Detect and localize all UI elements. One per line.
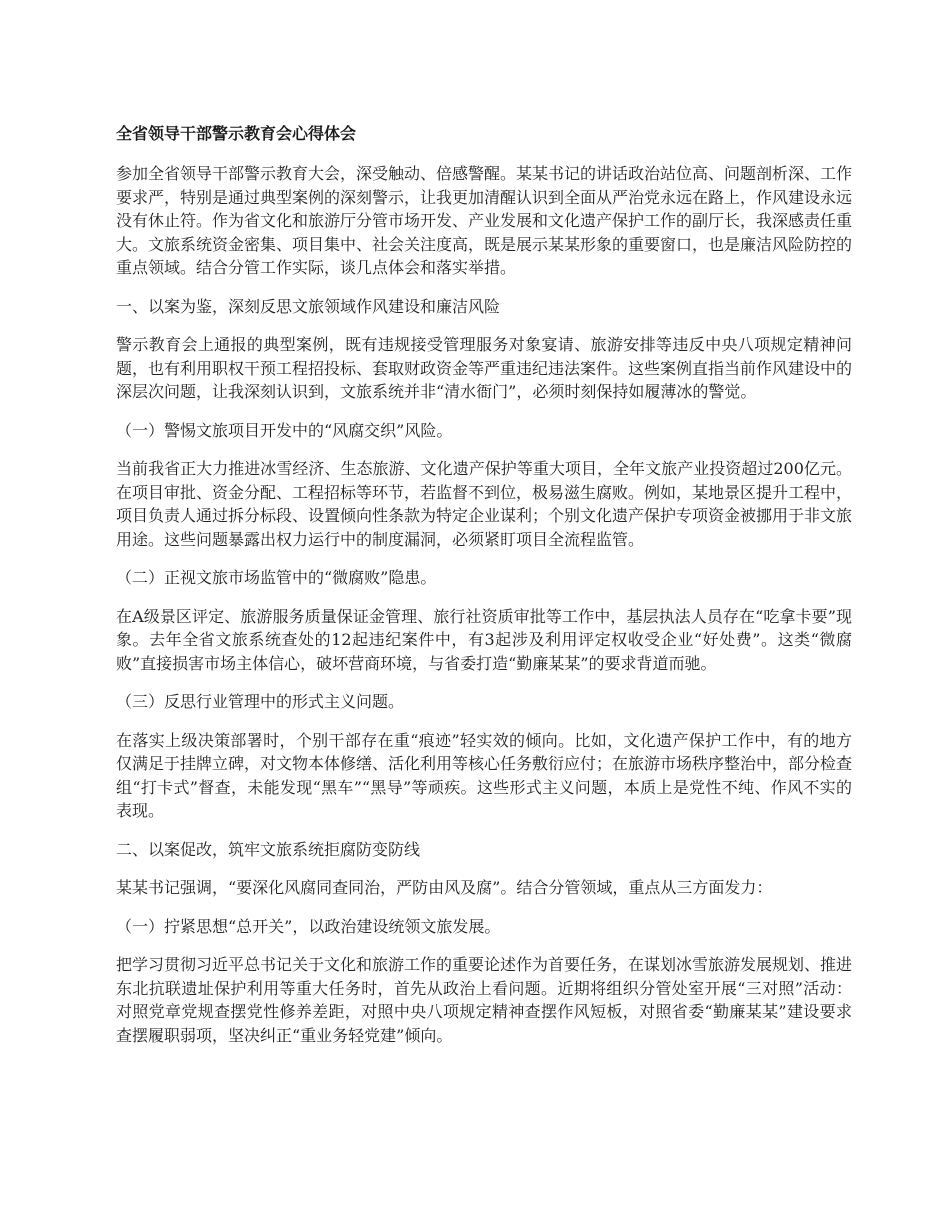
document-page [116,122,852,1062]
body-paragraph: 在落实上级决策部署时，个别干部存在重“痕迹”轻实效的倾向。比如，文化遗产保护工作中，有的地方仅满足于挂牌立碑，对文物本体修缮、活化利用等核心任务敷衍应付；在旅游市场秩序整治中，部分检查组“打卡式”督查，未能发现“黑车”“黑导”等顽疾。这些形式主义问题，本质上是党性不纯、作风不实的表现。 [116,730,853,820]
section-heading: （一）警惕文旅项目开发中的“风腐交织”风险。 [116,420,453,440]
body-paragraph: 当前我省正大力推进冰雪经济、生态旅游、文化遗产保护等重大项目，全年文旅产业投资超过200亿元。在项目审批、资金分配、工程招标等环节，若监督不到位，极易滋生腐败。例如，某地景区提升工程中，项目负责人通过拆分标段、设置倾向性条款为特定企业谋利；个别文化遗产保护专项资金被挪用于非文旅用途。这些问题暴露出权力运行中的制度漏洞，必须紧盯项目全流程监管。 [116,459,853,549]
section-heading: （二）正视文旅市场监管中的“微腐败”隐患。 [116,568,437,587]
body-paragraph: 警示教育会上通报的典型案例，既有违规接受管理服务对象宴请、旅游安排等违反中央八项规定精神问题，也有利用职权干预工程招投标、套取财政资金等严重违纪违法案件。这些案例直指当前作风建设中的深层次问题，让我深刻认识到，文旅系统并非“清水衙门”，必须时刻保持如履薄冰的警觉。 [116,335,853,401]
section-heading: （一）拧紧思想“总开关”，以政治建设统领文旅发展。 [116,916,501,936]
section-heading: （三）反思行业管理中的形式主义问题。 [116,692,405,711]
section-heading: 一、以案为鉴，深刻反思文旅领域作风建设和廉洁风险 [116,296,501,316]
section-heading: 二、以案促改，筑牢文旅系统拒腐防变防线 [116,839,421,859]
body-paragraph: 把学习贯彻习近平总书记关于文化和旅游工作的重要论述作为首要任务，在谋划冰雪旅游发展规划、推进东北抗联遗址保护利用等重大任务时，首先从政治上看问题。近期将组织分管处室开展“三对照”活动：对照党章党规查摆党性修养差距，对照中央八项规定精神查摆作风短板，对照省委“勤廉某某”建设要求查摆履职弱项，坚决纠正“重业务轻党建”倾向。 [116,955,853,1045]
body-paragraph: 在A级景区评定、旅游服务质量保证金管理、旅行社资质审批等工作中，基层执法人员存在“吃拿卡要”现象。去年全省文旅系统查处的12起违纪案件中，有3起涉及利用评定权收受企业“好处费”。这类“微腐败”直接损害市场主体信心，破坏营商环境，与省委打造“勤廉某某”的要求背道而驰。 [116,606,852,673]
document-title: 全省领导干部警示教育会心得体会 [116,124,357,143]
body-paragraph: 参加全省领导干部警示教育大会，深受触动、倍感警醒。某某书记的讲话政治站位高、问题剖析深、工作要求严，特别是通过典型案例的深刻警示，让我更加清醒认识到全面从严治党永远在路上，作风建设永远没有休止符。作为省文化和旅游厅分管市场开发、产业发展和文化遗产保护工作的副厅长，我深感责任重大。文旅系统资金密集、项目集中、社会关注度高，既是展示某某形象的重要窗口，也是廉洁风险防控的重点领域。结合分管工作实际，谈几点体会和落实举措。 [116,164,853,277]
body-paragraph: 某某书记强调，“要深化风腐同查同治，严防由风及腐”。结合分管领域，重点从三方面发力： [116,878,773,897]
document-body [116,162,852,1047]
